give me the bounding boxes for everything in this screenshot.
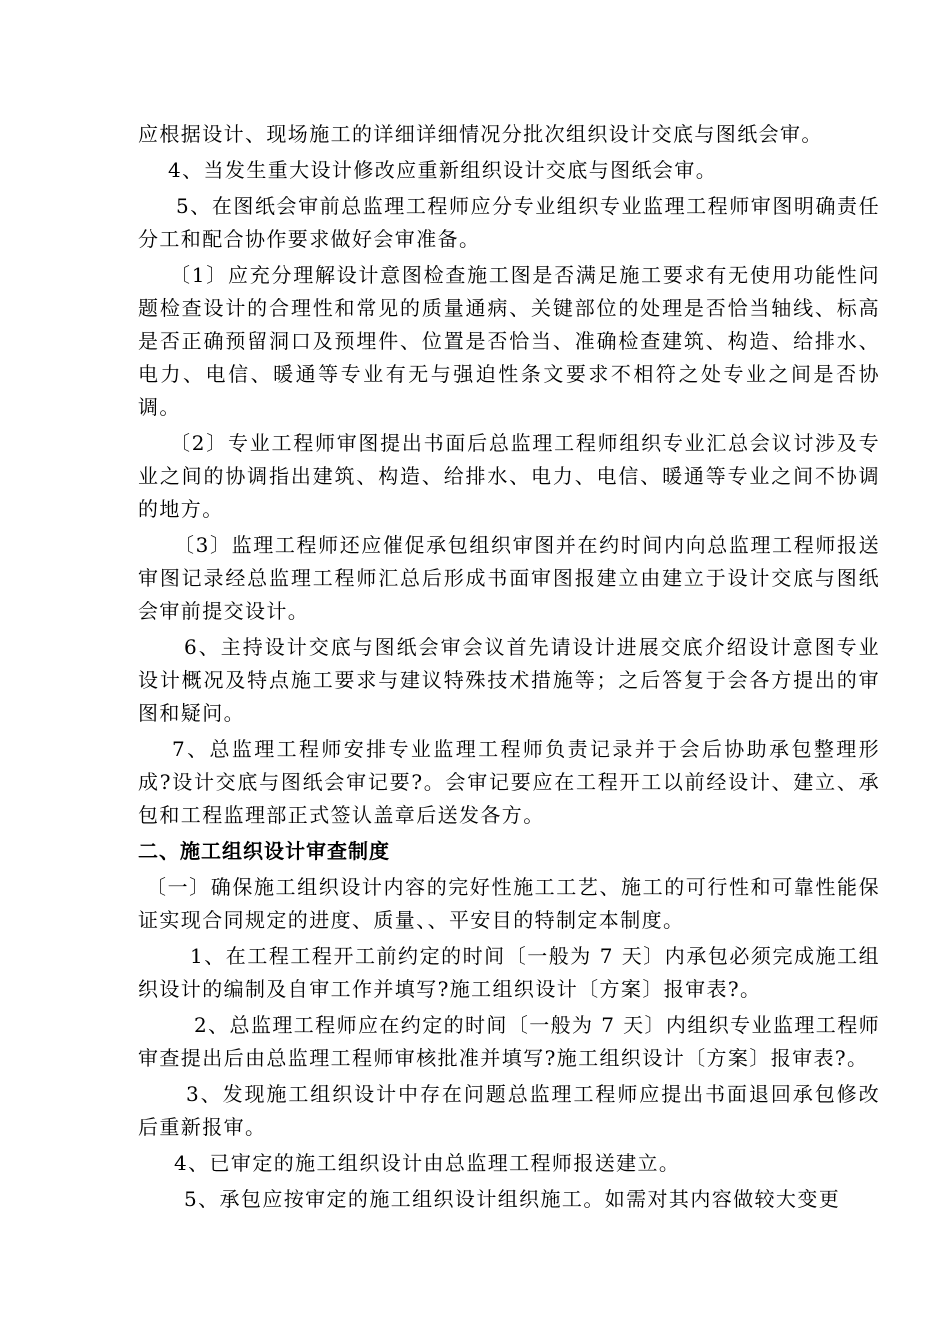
paragraph: 应根据设计、现场施工的详细详细情况分批次组织设计交底与图纸会审。 xyxy=(138,122,823,146)
section-heading: 二、施工组织设计审查制度 xyxy=(138,839,390,863)
paragraph-group-1 xyxy=(138,118,880,835)
paragraph: 6、主持设计交底与图纸会审会议首先请设计进展交底介绍设计意图专业设计概况及特点施工要求与建议特殊技术措施等；之后答复于会各方提出的审图和疑问。 xyxy=(138,635,880,725)
paragraph: 7、总监理工程师安排专业监理工程师负责记录并于会后协助承包整理形成?设计交底与图纸会审记要?。会审记要应在工程开工以前经设计、建立、承包和工程监理部正式签认盖章后送发各方。 xyxy=(138,737,880,827)
paragraph: 1、在工程工程开工前约定的时间〔一般为 7 天〕内承包必须完成施工组织设计的编制及自审工作并填写?施工组织设计〔方案〕报审表?。 xyxy=(138,944,880,1001)
paragraph: 〔1〕应充分理解设计意图检查施工图是否满足施工要求有无使用功能性问题检查设计的合理性和常见的质量通病、关键部位的处理是否恰当轴线、标高是否正确预留洞口及预埋件、位置是否恰当、准确检查建筑、构造、给排水、电力、电信、暖通等专业有无与强迫性条文要求不相符之处专业之间是否协调。 xyxy=(138,263,880,419)
paragraph: 〔2〕专业工程师审图提出书面后总监理工程师组织专业汇总会议讨涉及专业之间的协调指出建筑、构造、给排水、电力、电信、暖通等专业之间不协调的地方。 xyxy=(138,431,880,521)
document-body xyxy=(138,118,880,1219)
paragraph: 〔一〕确保施工组织设计内容的完好性施工工艺、施工的可行性和可靠性能保证实现合同规定的进度、质量、、平安目的特制定本制度。 xyxy=(138,875,880,932)
paragraph: 2、总监理工程师应在约定的时间〔一般为 7 天〕内组织专业监理工程师审查提出后由总监理工程师审核批准并填写?施工组织设计〔方案〕报审表?。 xyxy=(138,1013,880,1070)
paragraph: 〔3〕监理工程师还应催促承包组织审图并在约时间内向总监理工程师报送审图记录经总监理工程师汇总后形成书面审图报建立由建立于设计交底与图纸会审前提交设计。 xyxy=(138,533,880,623)
paragraph: 4、已审定的施工组织设计由总监理工程师报送建立。 xyxy=(174,1151,681,1175)
paragraph-group-2 xyxy=(138,871,880,1219)
paragraph: 3、发现施工组织设计中存在问题总监理工程师应提出书面退回承包修改后重新报审。 xyxy=(138,1082,880,1139)
paragraph: 5、在图纸会审前总监理工程师应分专业组织专业监理工程师审图明确责任分工和配合协作要求做好会审准备。 xyxy=(138,194,880,251)
paragraph: 4、当发生重大设计修改应重新组织设计交底与图纸会审。 xyxy=(168,158,718,182)
paragraph: 5、承包应按审定的施工组织设计组织施工。如需对其内容做较大变更 xyxy=(184,1187,841,1211)
